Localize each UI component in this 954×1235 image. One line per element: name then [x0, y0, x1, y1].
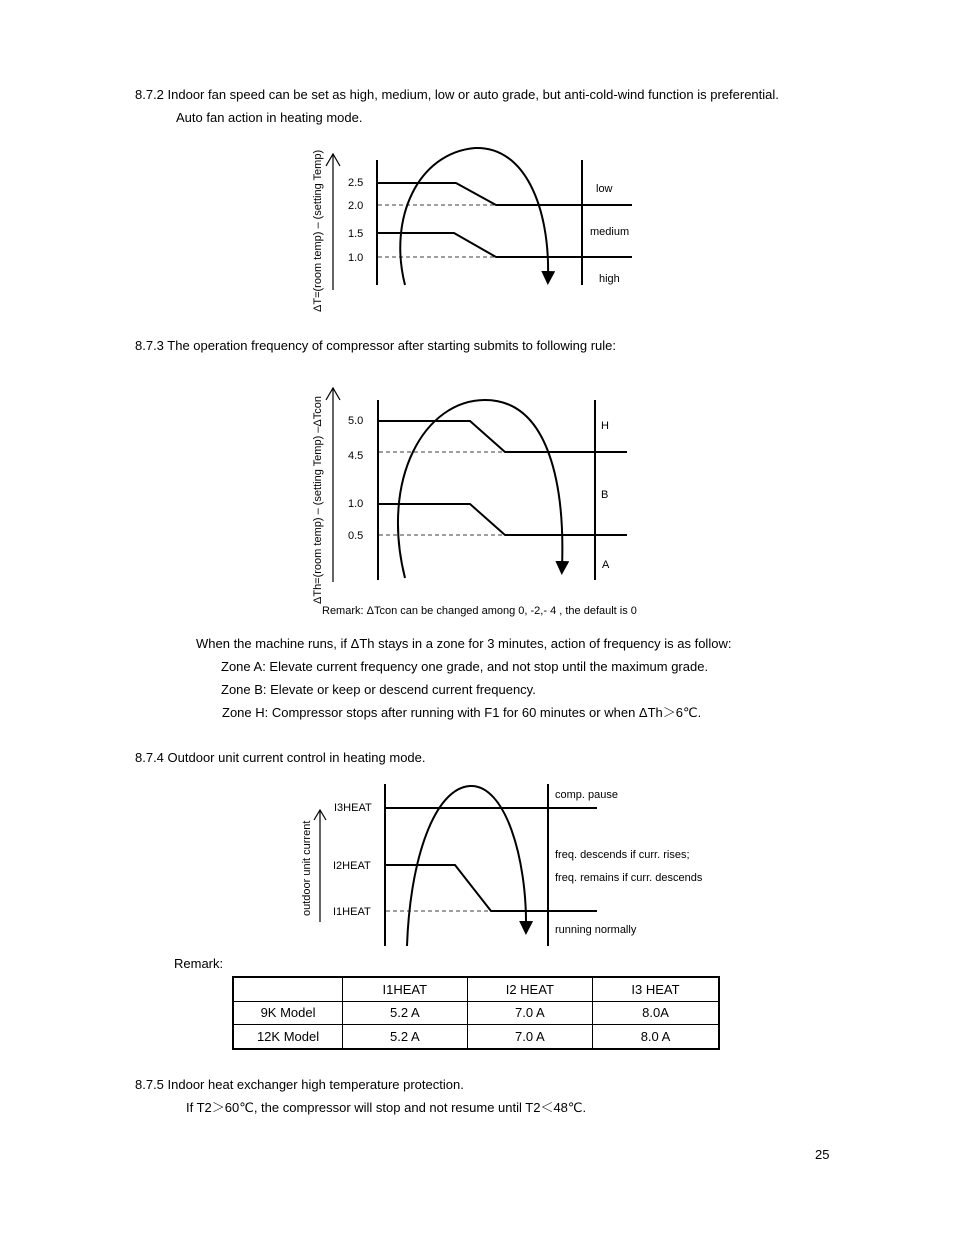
- tick-2-0: 2.0: [348, 200, 364, 212]
- zone-low: low: [596, 183, 613, 195]
- section-8-7-2-subtitle: Auto fan action in heating mode.: [176, 110, 363, 125]
- section-8-7-2-heading: 8.7.2 Indoor fan speed can be set as high, medium, low or auto grade, but anti-cold-wind function is preferential.: [135, 87, 779, 102]
- table-header-cell: I3 HEAT: [593, 977, 719, 1001]
- table-row: [233, 1025, 719, 1049]
- table-header-row: [233, 977, 719, 1001]
- zone-h-description: Zone H: Compressor stops after running with F1 for 60 minutes or when ΔTh＞6℃.: [222, 705, 702, 720]
- zone-medium: medium: [590, 226, 630, 238]
- zone-running-normally: running normally: [555, 924, 637, 936]
- hysteresis-arc: [400, 148, 548, 285]
- section-8-7-4-heading: 8.7.4 Outdoor unit current control in heating mode.: [135, 750, 426, 765]
- tick-5-0: 5.0: [348, 415, 364, 427]
- table-remark-label: Remark:: [174, 956, 224, 971]
- outdoor-current-diagram: [295, 778, 735, 950]
- level-i3heat: I3HEAT: [334, 802, 372, 814]
- fan-speed-diagram: [300, 138, 660, 320]
- zone-a-description: Zone A: Elevate current frequency one grade, and not stop until the maximum grade.: [221, 659, 709, 674]
- zone-freq-descends: freq. descends if curr. rises;: [555, 849, 690, 861]
- zone-b-description: Zone B: Elevate or keep or descend current frequency.: [221, 682, 536, 697]
- zone-h: H: [601, 420, 609, 432]
- current-threshold-table: [232, 976, 720, 1050]
- zone-b: B: [601, 489, 609, 501]
- section-8-7-5-heading: 8.7.5 Indoor heat exchanger high temperature protection.: [135, 1077, 464, 1092]
- lower-threshold-line: [379, 504, 627, 535]
- table-cell: 8.0 A: [593, 1025, 719, 1049]
- table-cell: 8.0A: [593, 1001, 719, 1025]
- y-axis-label: outdoor unit current: [301, 820, 313, 916]
- section-8-7-5-condition: If T2＞60℃, the compressor will stop and not resume until T2＜48℃.: [186, 1100, 587, 1115]
- y-axis-label: ΔT=(room temp) – (setting Temp): [312, 149, 324, 312]
- table-row: [233, 1001, 719, 1025]
- table-cell: 7.0 A: [467, 1025, 592, 1049]
- table-cell: 5.2 A: [343, 1025, 468, 1049]
- level-i1heat: I1HEAT: [333, 906, 371, 918]
- zone-freq-remains: freq. remains if curr. descends: [555, 872, 703, 884]
- section-8-7-3-heading: 8.7.3 The operation frequency of compressor after starting submits to following rule:: [135, 338, 617, 353]
- table-cell: 9K Model: [233, 1001, 343, 1025]
- tick-2-5: 2.5: [348, 177, 364, 189]
- table-header-cell: I2 HEAT: [467, 977, 592, 1001]
- delta-tcon-remark: Remark: ΔTcon can be changed among 0, -2,- 4 , the default is 0: [322, 605, 637, 617]
- y-axis-label: ΔTh=(room temp) – (setting Temp) –ΔTcon: [312, 396, 324, 604]
- level-i2heat: I2HEAT: [333, 860, 371, 872]
- compressor-frequency-diagram: [300, 378, 660, 610]
- tick-1-5: 1.5: [348, 228, 364, 240]
- table-header-cell: [233, 977, 343, 1001]
- zone-comp-pause: comp. pause: [555, 789, 618, 801]
- zone-a: A: [602, 559, 610, 571]
- table-cell: 7.0 A: [467, 1001, 592, 1025]
- frequency-rule-paragraph: When the machine runs, if ΔTh stays in a zone for 3 minutes, action of frequency is as follow:: [196, 636, 732, 651]
- tick-1-0: 1.0: [348, 498, 364, 510]
- zone-high: high: [599, 273, 620, 285]
- tick-4-5: 4.5: [348, 450, 364, 462]
- tick-0-5: 0.5: [348, 530, 364, 542]
- page-number: 25: [815, 1147, 830, 1162]
- table-cell: 12K Model: [233, 1025, 343, 1049]
- table-cell: 5.2 A: [343, 1001, 468, 1025]
- table-header-cell: I1HEAT: [343, 977, 468, 1001]
- tick-1-0: 1.0: [348, 252, 364, 264]
- hysteresis-arc: [398, 400, 562, 578]
